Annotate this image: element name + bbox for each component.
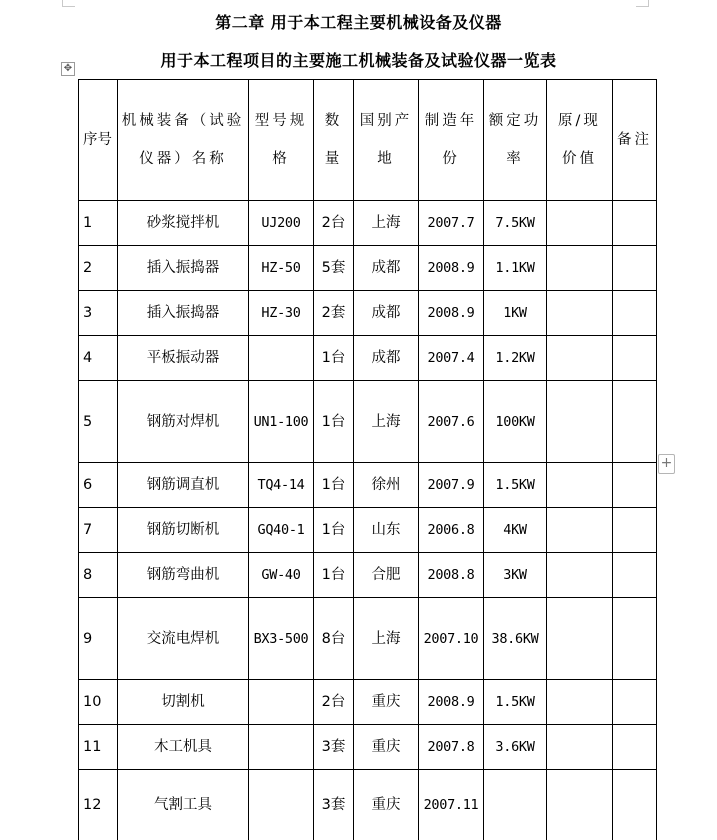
cell-name: 插入振捣器 — [118, 246, 249, 291]
cell-value — [547, 201, 613, 246]
cell-model — [249, 725, 314, 770]
cell-value — [547, 246, 613, 291]
cell-remark — [613, 246, 657, 291]
cell-no: 9 — [79, 598, 118, 680]
cell-remark — [613, 508, 657, 553]
move-icon: ✥ — [63, 63, 73, 74]
cell-model: UN1-100 — [249, 381, 314, 463]
cell-power: 3.6KW — [484, 725, 547, 770]
cell-value — [547, 463, 613, 508]
cell-power: 1KW — [484, 291, 547, 336]
cell-power: 1.2KW — [484, 336, 547, 381]
cell-year: 2007.8 — [419, 725, 484, 770]
cell-qty: 1台 — [314, 336, 354, 381]
cell-model: GW-40 — [249, 553, 314, 598]
cell-name: 木工机具 — [118, 725, 249, 770]
cell-model: HZ-50 — [249, 246, 314, 291]
cell-model — [249, 770, 314, 840]
page-corner-mark-right — [636, 0, 649, 7]
cell-value — [547, 680, 613, 725]
cell-power: 38.6KW — [484, 598, 547, 680]
cell-no: 6 — [79, 463, 118, 508]
chapter-title: 第二章 用于本工程主要机械设备及仪器 — [215, 13, 502, 32]
header-model: 型号规格 — [249, 80, 314, 201]
header-value: 原/现价值 — [547, 80, 613, 201]
cell-model — [249, 680, 314, 725]
table-row — [79, 463, 657, 508]
cell-power: 1.1KW — [484, 246, 547, 291]
cell-year: 2007.9 — [419, 463, 484, 508]
cell-name: 钢筋调直机 — [118, 463, 249, 508]
cell-origin: 徐州 — [354, 463, 419, 508]
table-title: 用于本工程项目的主要施工机械装备及试验仪器一览表 — [160, 51, 557, 70]
header-remark: 备注 — [613, 80, 657, 201]
cell-origin: 山东 — [354, 508, 419, 553]
cell-no: 3 — [79, 291, 118, 336]
cell-origin: 上海 — [354, 598, 419, 680]
cell-year: 2007.11 — [419, 770, 484, 840]
table-row — [79, 770, 657, 840]
cell-name: 钢筋切断机 — [118, 508, 249, 553]
cell-origin: 重庆 — [354, 680, 419, 725]
cell-year: 2007.7 — [419, 201, 484, 246]
cell-origin: 成都 — [354, 246, 419, 291]
cell-value — [547, 725, 613, 770]
cell-origin: 成都 — [354, 291, 419, 336]
cell-year: 2007.4 — [419, 336, 484, 381]
cell-model: BX3-500 — [249, 598, 314, 680]
cell-remark — [613, 336, 657, 381]
table-row — [79, 725, 657, 770]
cell-remark — [613, 381, 657, 463]
cell-name: 钢筋对焊机 — [118, 381, 249, 463]
cell-power: 1.5KW — [484, 463, 547, 508]
cell-no: 7 — [79, 508, 118, 553]
cell-value — [547, 291, 613, 336]
page-corner-mark-left — [62, 0, 75, 7]
table-row — [79, 598, 657, 680]
cell-name: 钢筋弯曲机 — [118, 553, 249, 598]
cell-no: 12 — [79, 770, 118, 840]
cell-remark — [613, 291, 657, 336]
cell-model: UJ200 — [249, 201, 314, 246]
cell-value — [547, 336, 613, 381]
cell-name: 砂浆搅拌机 — [118, 201, 249, 246]
cell-name: 切割机 — [118, 680, 249, 725]
cell-origin: 上海 — [354, 201, 419, 246]
table-row — [79, 336, 657, 381]
cell-power: 4KW — [484, 508, 547, 553]
cell-qty: 1台 — [314, 463, 354, 508]
table-row — [79, 508, 657, 553]
cell-model: GQ40-1 — [249, 508, 314, 553]
cell-remark — [613, 201, 657, 246]
cell-value — [547, 553, 613, 598]
cell-name: 气割工具 — [118, 770, 249, 840]
table-row — [79, 246, 657, 291]
equipment-table — [78, 79, 657, 840]
cell-no: 5 — [79, 381, 118, 463]
table-row — [79, 381, 657, 463]
cell-power: 1.5KW — [484, 680, 547, 725]
cell-origin: 上海 — [354, 381, 419, 463]
cell-qty: 2台 — [314, 201, 354, 246]
cell-no: 4 — [79, 336, 118, 381]
cell-power: 7.5KW — [484, 201, 547, 246]
cell-value — [547, 508, 613, 553]
table-row — [79, 201, 657, 246]
cell-year: 2008.8 — [419, 553, 484, 598]
cell-no: 8 — [79, 553, 118, 598]
cell-value — [547, 381, 613, 463]
cell-qty: 1台 — [314, 553, 354, 598]
cell-year: 2008.9 — [419, 680, 484, 725]
cell-remark — [613, 553, 657, 598]
cell-origin: 重庆 — [354, 770, 419, 840]
table-row — [79, 680, 657, 725]
cell-qty: 1台 — [314, 508, 354, 553]
cell-remark — [613, 598, 657, 680]
cell-power: 100KW — [484, 381, 547, 463]
cell-power: 3KW — [484, 553, 547, 598]
header-no: 序号 — [79, 80, 118, 201]
header-qty: 数量 — [314, 80, 354, 201]
header-origin: 国别产地 — [354, 80, 419, 201]
cell-remark — [613, 770, 657, 840]
cell-year: 2008.9 — [419, 291, 484, 336]
header-power: 额定功率 — [484, 80, 547, 201]
header-name: 机械装备（试验仪器）名称 — [118, 80, 249, 201]
cell-model: HZ-30 — [249, 291, 314, 336]
cell-remark — [613, 725, 657, 770]
cell-model: TQ4-14 — [249, 463, 314, 508]
cell-origin: 成都 — [354, 336, 419, 381]
table-move-handle[interactable] — [61, 62, 75, 76]
cell-qty: 8台 — [314, 598, 354, 680]
cell-no: 11 — [79, 725, 118, 770]
plus-icon: + — [660, 455, 673, 471]
cell-origin: 重庆 — [354, 725, 419, 770]
cell-qty: 1台 — [314, 381, 354, 463]
cell-value — [547, 598, 613, 680]
cell-year: 2007.6 — [419, 381, 484, 463]
cell-no: 2 — [79, 246, 118, 291]
cell-qty: 2套 — [314, 291, 354, 336]
cell-name: 平板振动器 — [118, 336, 249, 381]
table-row — [79, 553, 657, 598]
cell-origin: 合肥 — [354, 553, 419, 598]
cell-model — [249, 336, 314, 381]
cell-qty: 3套 — [314, 725, 354, 770]
header-year: 制造年份 — [419, 80, 484, 201]
table-header-row — [79, 80, 657, 201]
cell-remark — [613, 680, 657, 725]
cell-name: 插入振捣器 — [118, 291, 249, 336]
cell-qty: 5套 — [314, 246, 354, 291]
cell-no: 1 — [79, 201, 118, 246]
cell-power — [484, 770, 547, 840]
table-row — [79, 291, 657, 336]
cell-no: 10 — [79, 680, 118, 725]
add-row-button[interactable] — [658, 454, 675, 474]
cell-qty: 2台 — [314, 680, 354, 725]
cell-qty: 3套 — [314, 770, 354, 840]
cell-year: 2008.9 — [419, 246, 484, 291]
cell-remark — [613, 463, 657, 508]
cell-year: 2007.10 — [419, 598, 484, 680]
cell-name: 交流电焊机 — [118, 598, 249, 680]
cell-year: 2006.8 — [419, 508, 484, 553]
cell-value — [547, 770, 613, 840]
